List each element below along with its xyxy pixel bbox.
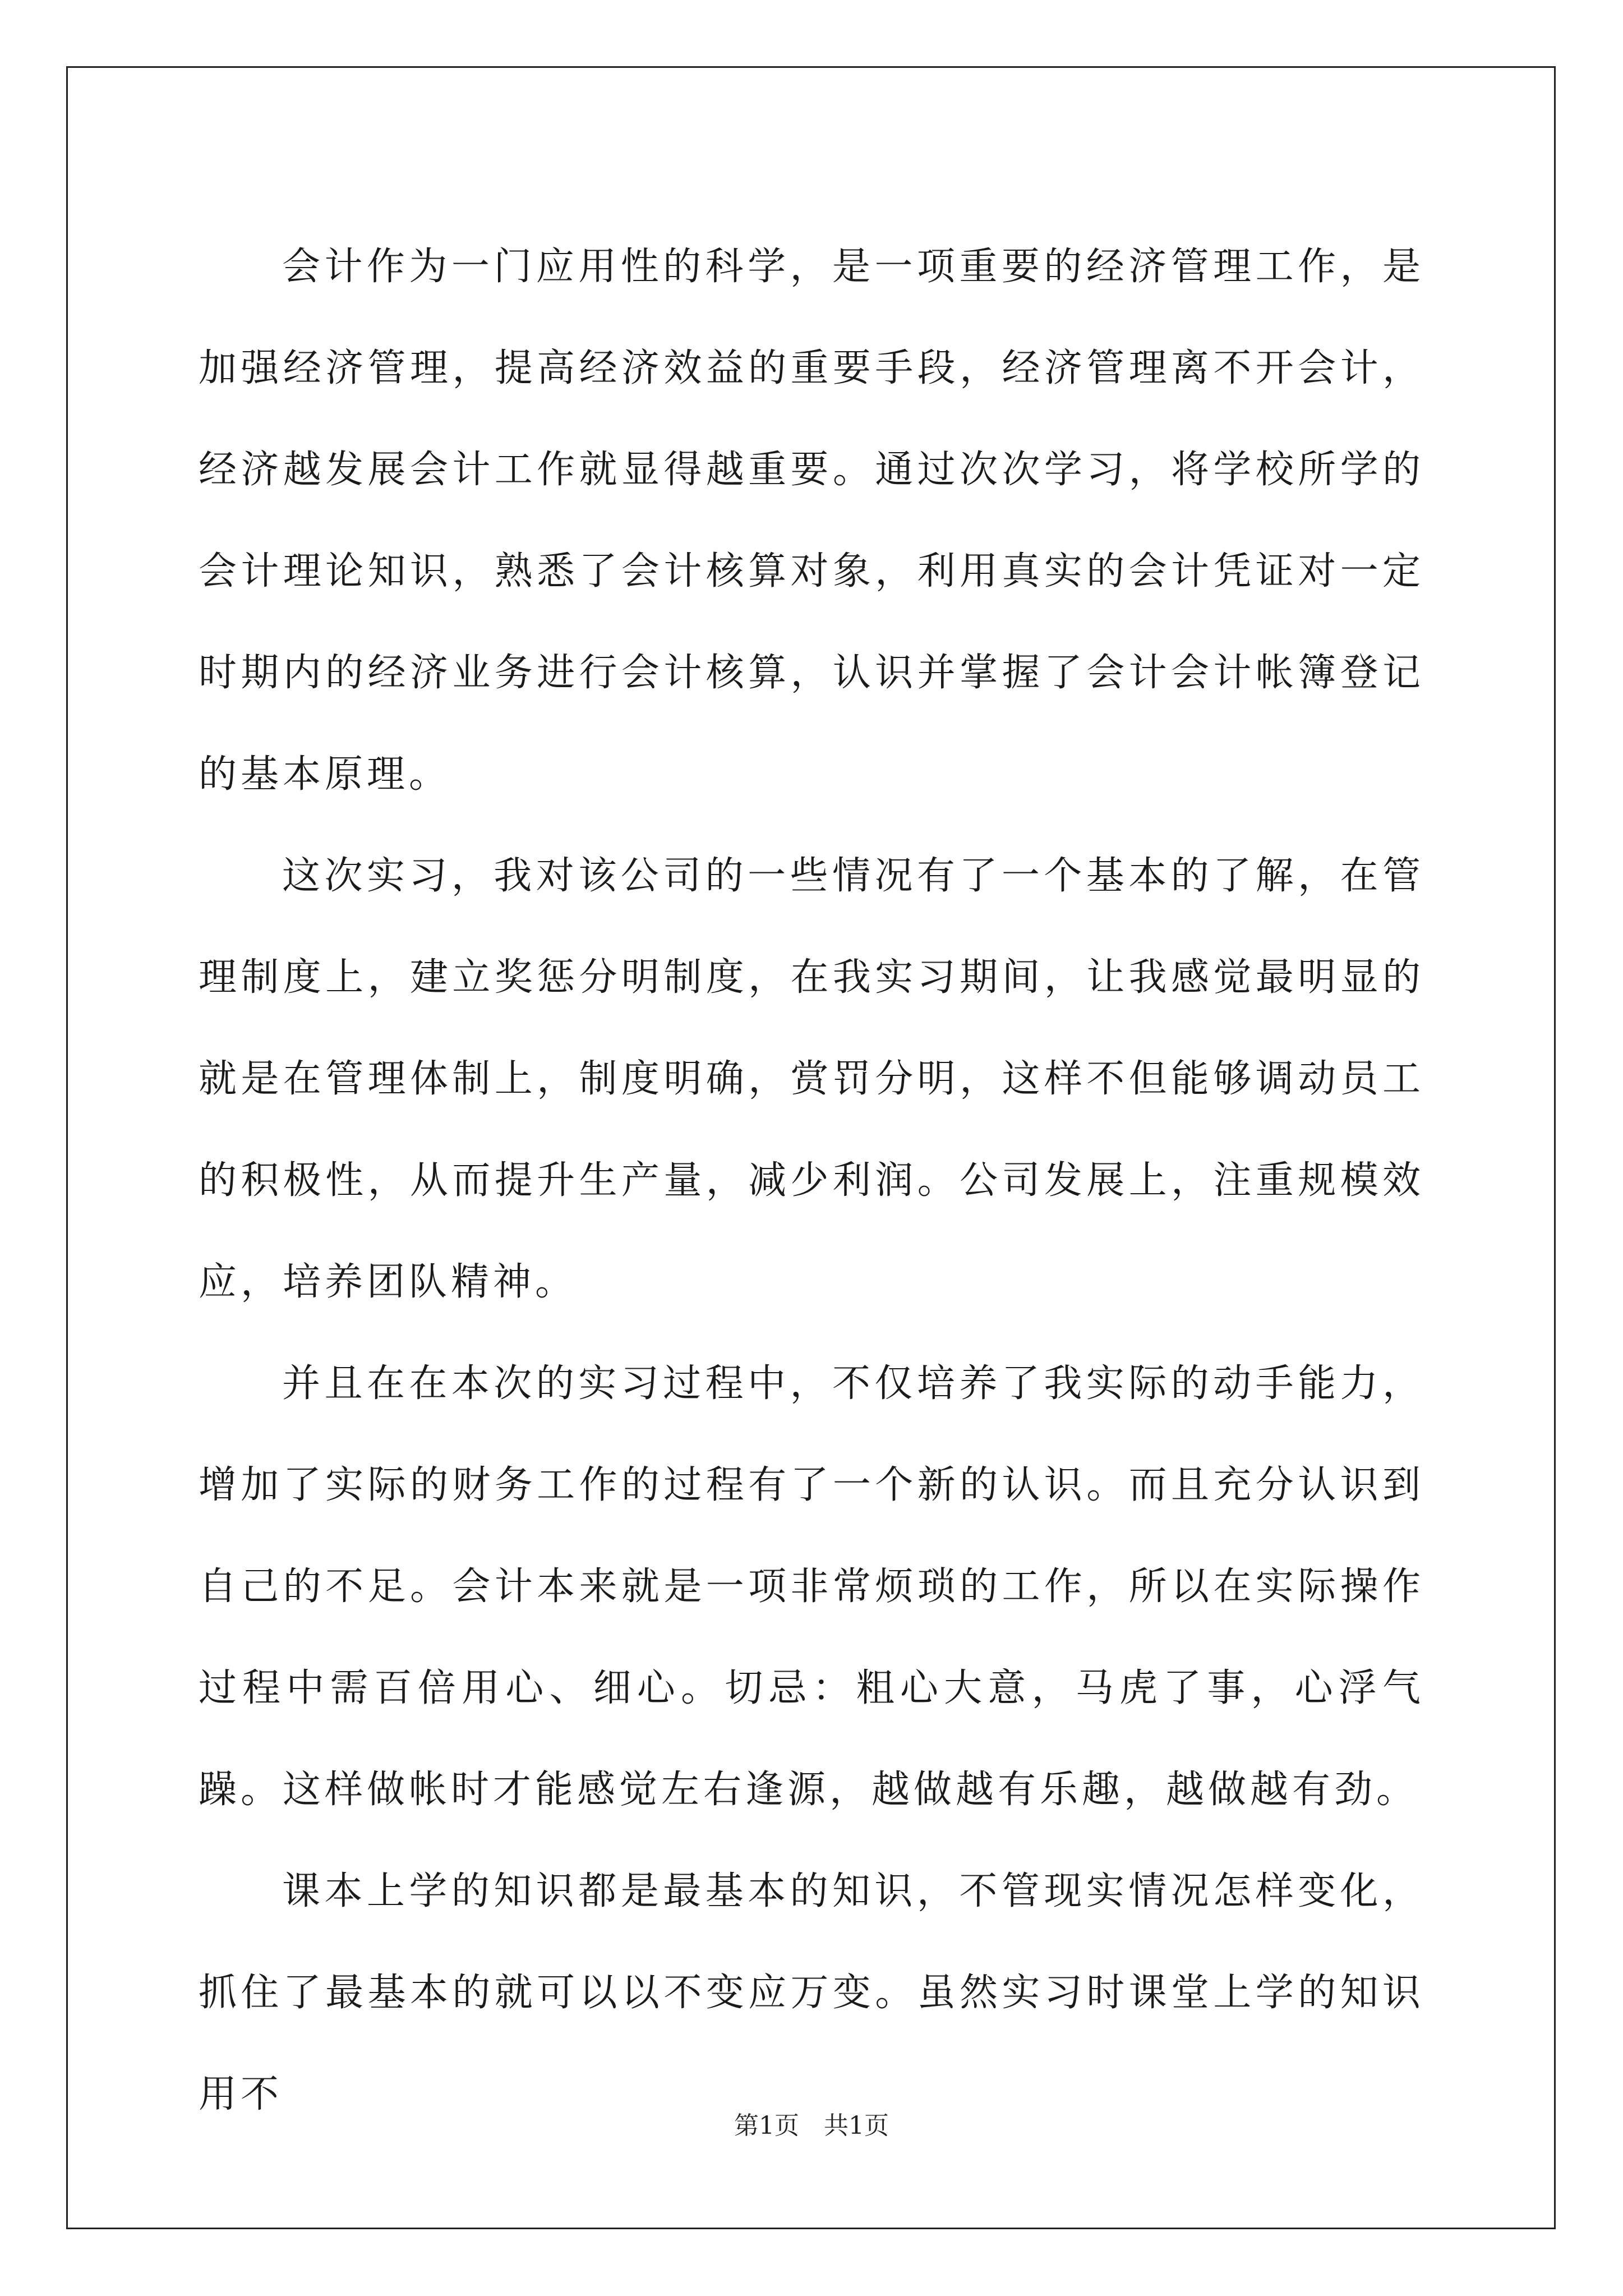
document-body <box>199 216 1424 2145</box>
paragraph-1: 会计作为一门应用性的科学，是一项重要的经济管理工作，是加强经济管理，提高经济效益的重要手段，经济管理离不开会计，经济越发展会计工作就显得越重要。通过次次学习，将学校所学的会计理论知识，熟悉了会计核算对象，利用真实的会计凭证对一定时期内的经济业务进行会计核算，认识并掌握了会计会计帐簿登记的基本原理。 <box>199 245 1424 797</box>
paragraph-2: 这次实习，我对该公司的一些情况有了一个基本的了解，在管理制度上，建立奖惩分明制度，在我实习期间，让我感觉最明显的就是在管理体制上，制度明确，赏罚分明，这样不但能够调动员工的积极性，从而提升生产量，减少利润。公司发展上，注重规模效应，培养团队精神。 <box>199 854 1424 1304</box>
page-number-current: 第1页 <box>734 2111 799 2140</box>
page-number-total: 共1页 <box>824 2111 889 2140</box>
paragraph-3: 并且在在本次的实习过程中，不仅培养了我实际的动手能力，增加了实际的财务工作的过程有了一个新的认识。而且充分认识到自己的不足。会计本来就是一项非常烦琐的工作，所以在实际操作过程中需百倍用心、细心。切忌：粗心大意，马虎了事，心浮气躁。这样做帐时才能感觉左右逢源，越做越有乐趣，越做越有劲。 <box>199 1361 1424 1812</box>
paragraph-4: 课本上学的知识都是最基本的知识，不管现实情况怎样变化，抓住了最基本的就可以以不变应万变。虽然实习时课堂上学的知识用不 <box>199 1869 1424 2116</box>
page-footer <box>0 2109 1623 2143</box>
